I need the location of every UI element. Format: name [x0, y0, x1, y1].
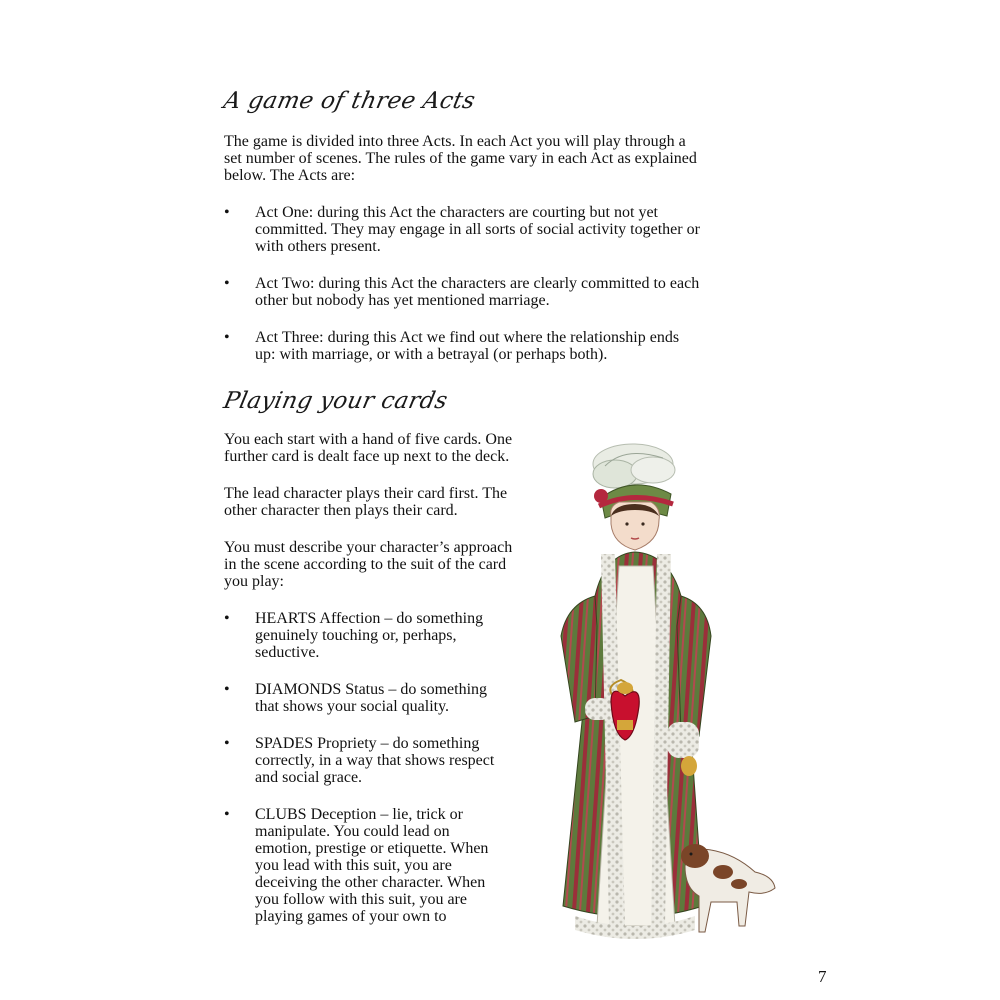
- text-line: playing games of your own to: [255, 908, 447, 925]
- suits-list: [224, 610, 494, 925]
- text-line: CLUBS Deception – lie, trick or: [255, 806, 463, 823]
- cards-paragraph-lead: [224, 485, 507, 519]
- text-line: committed. They may engage in all sorts of social activity together or: [255, 221, 700, 238]
- text-line: you play:: [224, 573, 284, 590]
- text-line: that shows your social quality.: [255, 698, 450, 715]
- acts-list: [224, 204, 700, 363]
- glove: [617, 682, 633, 694]
- text-line: seductive.: [255, 644, 320, 661]
- text-line: You must describe your character’s approach: [224, 539, 513, 556]
- acts-intro-paragraph: [224, 133, 697, 184]
- text-line: and social grace.: [255, 769, 363, 786]
- small-dog: [681, 844, 775, 932]
- text-line: up: with marriage, or with a betrayal (or perhaps both).: [255, 346, 608, 363]
- text-line: in the scene according to the suit of the card: [224, 556, 507, 573]
- text-line: Act Two: during this Act the characters are clearly committed to each: [255, 275, 700, 292]
- list-item-diamonds: [224, 681, 494, 715]
- text-line: below. The Acts are:: [224, 167, 356, 184]
- list-item-clubs: [224, 806, 494, 925]
- text-line: The game is divided into three Acts. In each Act you will play through a: [224, 133, 686, 150]
- feather-plume: [593, 444, 675, 488]
- lady-face: [611, 502, 660, 550]
- text-line: further card is dealt face up next to the deck.: [224, 448, 510, 465]
- text-line: correctly, in a way that shows respect: [255, 752, 495, 769]
- text-line: The lead character plays their card first. The: [224, 485, 508, 502]
- text-line: you lead with this suit, you are: [255, 857, 452, 874]
- list-item-spades: [224, 735, 494, 786]
- glove: [681, 756, 697, 776]
- text-line: with others present.: [255, 238, 381, 255]
- section-heading-acts: A game of three Acts: [221, 88, 478, 114]
- text-line: manipulate. You could lead on: [255, 823, 450, 840]
- list-item-act-three: [224, 329, 700, 363]
- list-item-act-two: [224, 275, 700, 309]
- text-line: genuinely touching or, perhaps,: [255, 627, 457, 644]
- text-line: HEARTS Affection – do something: [255, 610, 484, 627]
- section-heading-cards: Playing your cards: [221, 388, 450, 414]
- list-item-hearts: [224, 610, 494, 661]
- text-line: DIAMONDS Status – do something: [255, 681, 488, 698]
- text-line: other but nobody has yet mentioned marriage.: [255, 292, 550, 309]
- text-line: You each start with a hand of five cards. One: [224, 431, 513, 448]
- regency-lady-illustration: [535, 436, 795, 966]
- text-line: Act Three: during this Act we find out where the relationship ends: [255, 329, 680, 346]
- page-number: 7: [818, 967, 827, 986]
- cards-paragraph-hand: [224, 431, 512, 465]
- text-line: Act One: during this Act the characters are courting but not yet: [255, 204, 658, 221]
- text-line: other character then plays their card.: [224, 502, 458, 519]
- text-line: deceiving the other character. When: [255, 874, 486, 891]
- cards-paragraph-approach: [224, 539, 512, 590]
- text-line: set number of scenes. The rules of the game vary in each Act as explained: [224, 150, 697, 167]
- list-item-act-one: [224, 204, 700, 255]
- text-line: emotion, prestige or etiquette. When: [255, 840, 489, 857]
- text-line: you follow with this suit, you are: [255, 891, 467, 908]
- text-line: SPADES Propriety – do something: [255, 735, 480, 752]
